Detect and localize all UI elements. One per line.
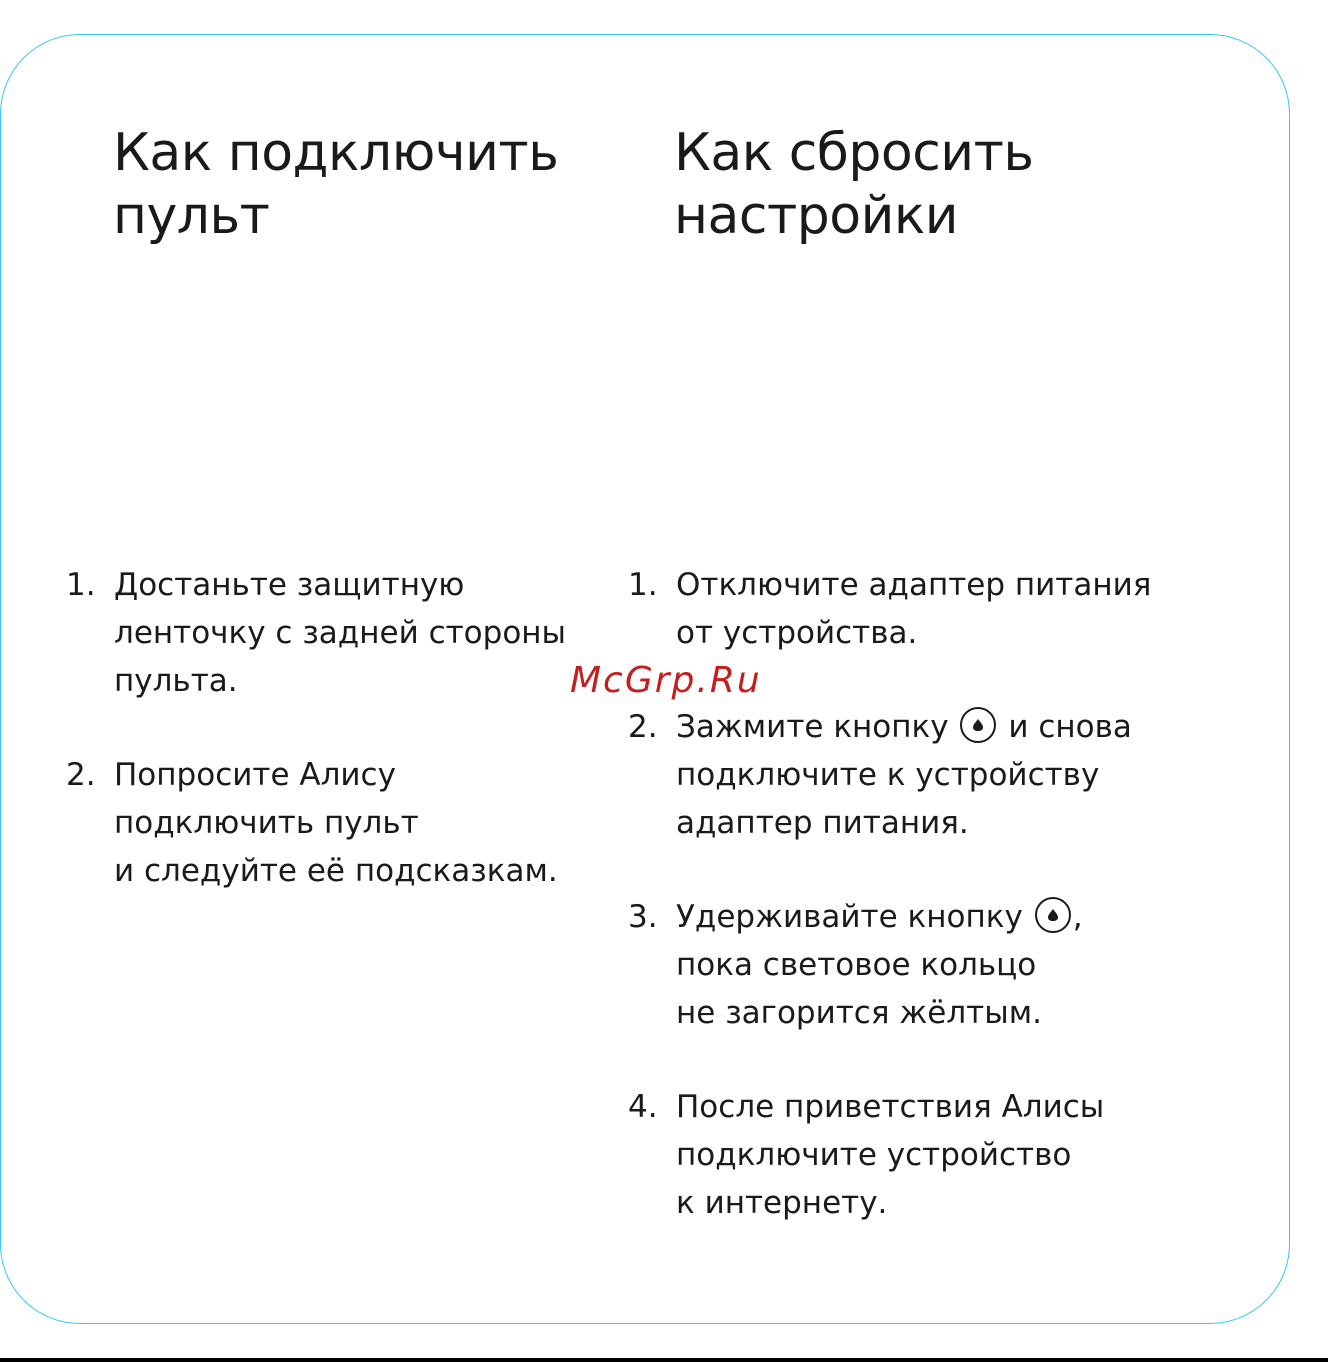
connect-remote-title: Как подключить пульт — [113, 123, 559, 246]
step-number: 3. — [628, 899, 658, 935]
connect-step-2 — [66, 751, 606, 895]
step-text-after: и снова подключите к устройству адаптер питания. — [676, 709, 1132, 841]
step-number: 1. — [628, 567, 658, 603]
step-text-before: Удерживайте кнопку — [676, 899, 1023, 935]
step-text: После приветствия Алисы подключите устройство к интернету. — [676, 1089, 1105, 1221]
step-text: Отключите адаптер питания от устройства. — [676, 567, 1152, 651]
bottom-divider — [0, 1358, 1328, 1362]
step-text: Достаньте защитную ленточку с задней стороны пульта. — [114, 567, 567, 699]
reset-step-2 — [628, 703, 1248, 847]
step-text-after: , пока световое кольцо не загорится жёлтым. — [676, 899, 1083, 1031]
step-number: 2. — [628, 709, 658, 745]
step-number: 1. — [66, 567, 96, 603]
step-text — [676, 703, 1248, 847]
connect-remote-steps — [66, 561, 606, 941]
reset-step-3 — [628, 893, 1248, 1037]
alice-button-icon — [960, 707, 996, 743]
step-text-before: Зажмите кнопку — [676, 709, 949, 745]
reset-step-4 — [628, 1083, 1248, 1227]
connect-step-1 — [66, 561, 606, 705]
step-number: 2. — [66, 757, 96, 793]
alice-button-icon — [1035, 897, 1071, 933]
step-text — [676, 893, 1248, 1037]
reset-settings-title: Как сбросить настройки — [674, 123, 1034, 246]
watermark: McGrp.Ru — [570, 660, 762, 701]
step-text: Попросите Алису подключить пульт и следуйте её подсказкам. — [114, 757, 558, 889]
step-number: 4. — [628, 1089, 658, 1125]
reset-step-1 — [628, 561, 1248, 657]
